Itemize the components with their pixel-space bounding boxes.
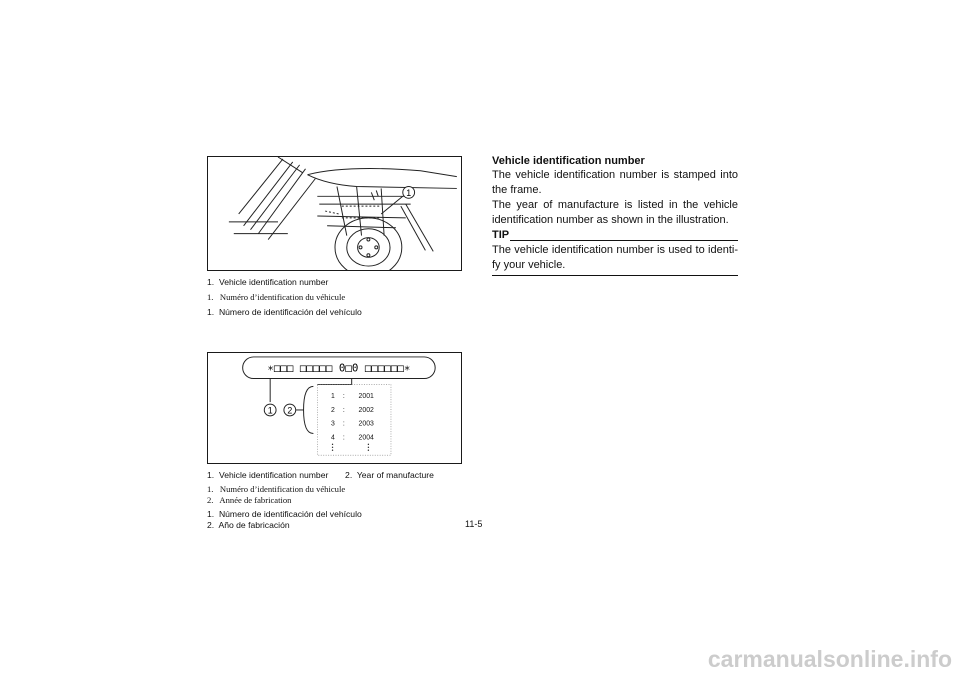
paragraph-2: The year of manufacture is listed in the vehicle identification number as shown in the illustration. <box>492 199 738 226</box>
vin-year-illustration <box>207 352 462 464</box>
year-sep: : <box>342 420 345 428</box>
tip-label: TIP <box>492 229 510 241</box>
section-heading: Vehicle identification number <box>492 155 645 167</box>
year-code: 3 <box>331 420 335 428</box>
year-sep: : <box>342 393 345 401</box>
caption-fr: 1. Numéro d’identification du véhicule <box>207 292 346 302</box>
year-sep: : <box>342 406 345 414</box>
year-code: 4 <box>331 434 335 442</box>
year-code: 1 <box>331 393 335 401</box>
continuation-dots <box>332 444 369 451</box>
caption2-es-1: 1. Número de identificación del vehículo <box>207 509 362 519</box>
vin-code: ∗□□□ □□□□□ 0□0 □□□□□□∗ <box>267 361 411 375</box>
caption2-fr-2: 2. Année de fabrication <box>207 495 292 505</box>
callout-number-1: 1 <box>267 405 273 416</box>
year-code: 2 <box>331 406 335 414</box>
tip-end-rule <box>492 275 738 276</box>
caption2-en: 1. Vehicle identification number 2. Year of manufacture <box>207 470 434 480</box>
vin-location-illustration <box>207 156 462 271</box>
caption-en: 1. Vehicle identification number <box>207 277 329 287</box>
vin-diagram <box>208 353 461 463</box>
year-value: 2001 <box>358 393 374 401</box>
year-sep: : <box>342 434 345 442</box>
year-value: 2003 <box>358 420 374 428</box>
caption-es: 1. Número de identificación del vehículo <box>207 307 362 317</box>
watermark: carmanualsonline.info <box>707 646 952 672</box>
atv-frame-drawing <box>208 157 461 270</box>
year-value: 2004 <box>358 434 374 442</box>
caption2-es-2: 2. Año de fabricación <box>207 520 290 530</box>
tip-rule <box>510 240 738 241</box>
year-value: 2002 <box>358 406 374 414</box>
callout-number-2: 2 <box>287 405 293 416</box>
callout-number: 1 <box>406 187 412 198</box>
caption2-fr-1: 1. Numéro d’identification du véhicule <box>207 484 346 494</box>
page-number: 11-5 <box>465 519 483 529</box>
paragraph-1: The vehicle identification number is stamped into the frame. <box>492 169 738 196</box>
tip-text: The vehicle identification number is used to identi-fy your vehicle. <box>492 244 738 271</box>
